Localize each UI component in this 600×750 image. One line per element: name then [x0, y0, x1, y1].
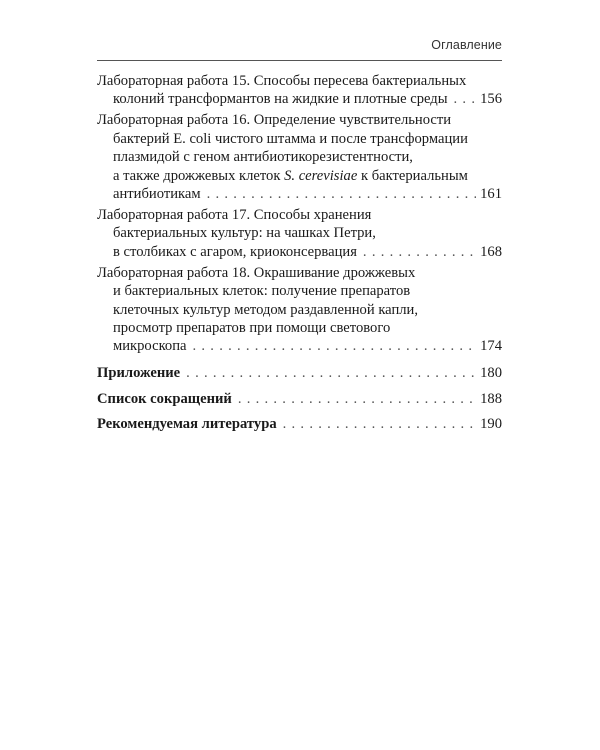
toc-entry-text: в столбиках с агаром, криоконсервация — [113, 243, 357, 260]
page-number: 168 — [480, 243, 502, 260]
header-rule — [97, 60, 502, 61]
toc-entry-text: бактериальных культур: на чашках Петри, — [113, 225, 376, 242]
toc-entry-last-line — [97, 413, 502, 433]
toc-entry-appendix — [97, 362, 502, 382]
toc-entry-text: клеточных культур методом раздавленной капли, — [113, 301, 419, 318]
toc-entry-text: Список сокращений — [97, 390, 232, 407]
table-of-contents — [97, 72, 502, 439]
toc-entry-lab-17 — [97, 206, 502, 261]
dot-leader — [363, 243, 476, 261]
toc-entry-lab-16 — [97, 111, 502, 203]
toc-entry-text: Лабораторная работа 18. Окрашивание дрожжевых — [97, 264, 416, 281]
toc-entry-last-line — [97, 243, 502, 261]
dot-leader — [186, 364, 476, 382]
toc-entry-text: Рекомендуемая литература — [97, 416, 277, 433]
toc-entry-last-line — [97, 388, 502, 408]
toc-entry-text: а также дрожжевых клеток S. cerevisiae к бактериальным — [113, 167, 468, 184]
toc-entry-text: колоний трансформантов на жидкие и плотные среды — [113, 91, 448, 108]
toc-entry-last-line — [97, 185, 502, 203]
toc-entry-lab-15 — [97, 72, 502, 109]
toc-entry-last-line — [97, 337, 502, 355]
page-number: 180 — [480, 364, 502, 381]
page-number: 188 — [480, 390, 502, 407]
toc-entry-text: и бактериальных клеток: получение препаратов — [113, 283, 411, 300]
dot-leader — [454, 90, 477, 108]
toc-entry-text: плазмидой с геном антибиотикорезистентности, — [113, 149, 413, 166]
page-number: 174 — [480, 338, 502, 355]
toc-entry-text: микроскопа — [113, 338, 187, 355]
page-number: 156 — [480, 91, 502, 108]
toc-entry-literature — [97, 413, 502, 433]
toc-entry-lab-18 — [97, 264, 502, 356]
toc-entry-last-line — [97, 90, 502, 108]
toc-entry-abbreviations — [97, 388, 502, 408]
toc-entry-last-line — [97, 362, 502, 382]
toc-entry-text: Лабораторная работа 16. Определение чувствительности — [97, 112, 452, 129]
dot-leader — [193, 337, 477, 355]
page-number: 190 — [480, 416, 502, 433]
toc-entry-text: антибиотикам — [113, 186, 201, 203]
toc-entry-text: бактерий E. coli чистого штамма и после трансформации — [113, 130, 468, 147]
toc-entry-text: Лабораторная работа 17. Способы хранения — [97, 207, 372, 224]
dot-leader — [283, 415, 476, 433]
dot-leader — [238, 390, 476, 408]
toc-entry-text: просмотр препаратов при помощи светового — [113, 320, 391, 337]
page-number: 161 — [480, 186, 502, 203]
dot-leader — [207, 185, 477, 203]
toc-entry-text: Приложение — [97, 364, 181, 381]
toc-entry-text: Лабораторная работа 15. Способы пересева бактериальных — [97, 73, 467, 89]
running-head: Оглавление — [431, 38, 502, 52]
